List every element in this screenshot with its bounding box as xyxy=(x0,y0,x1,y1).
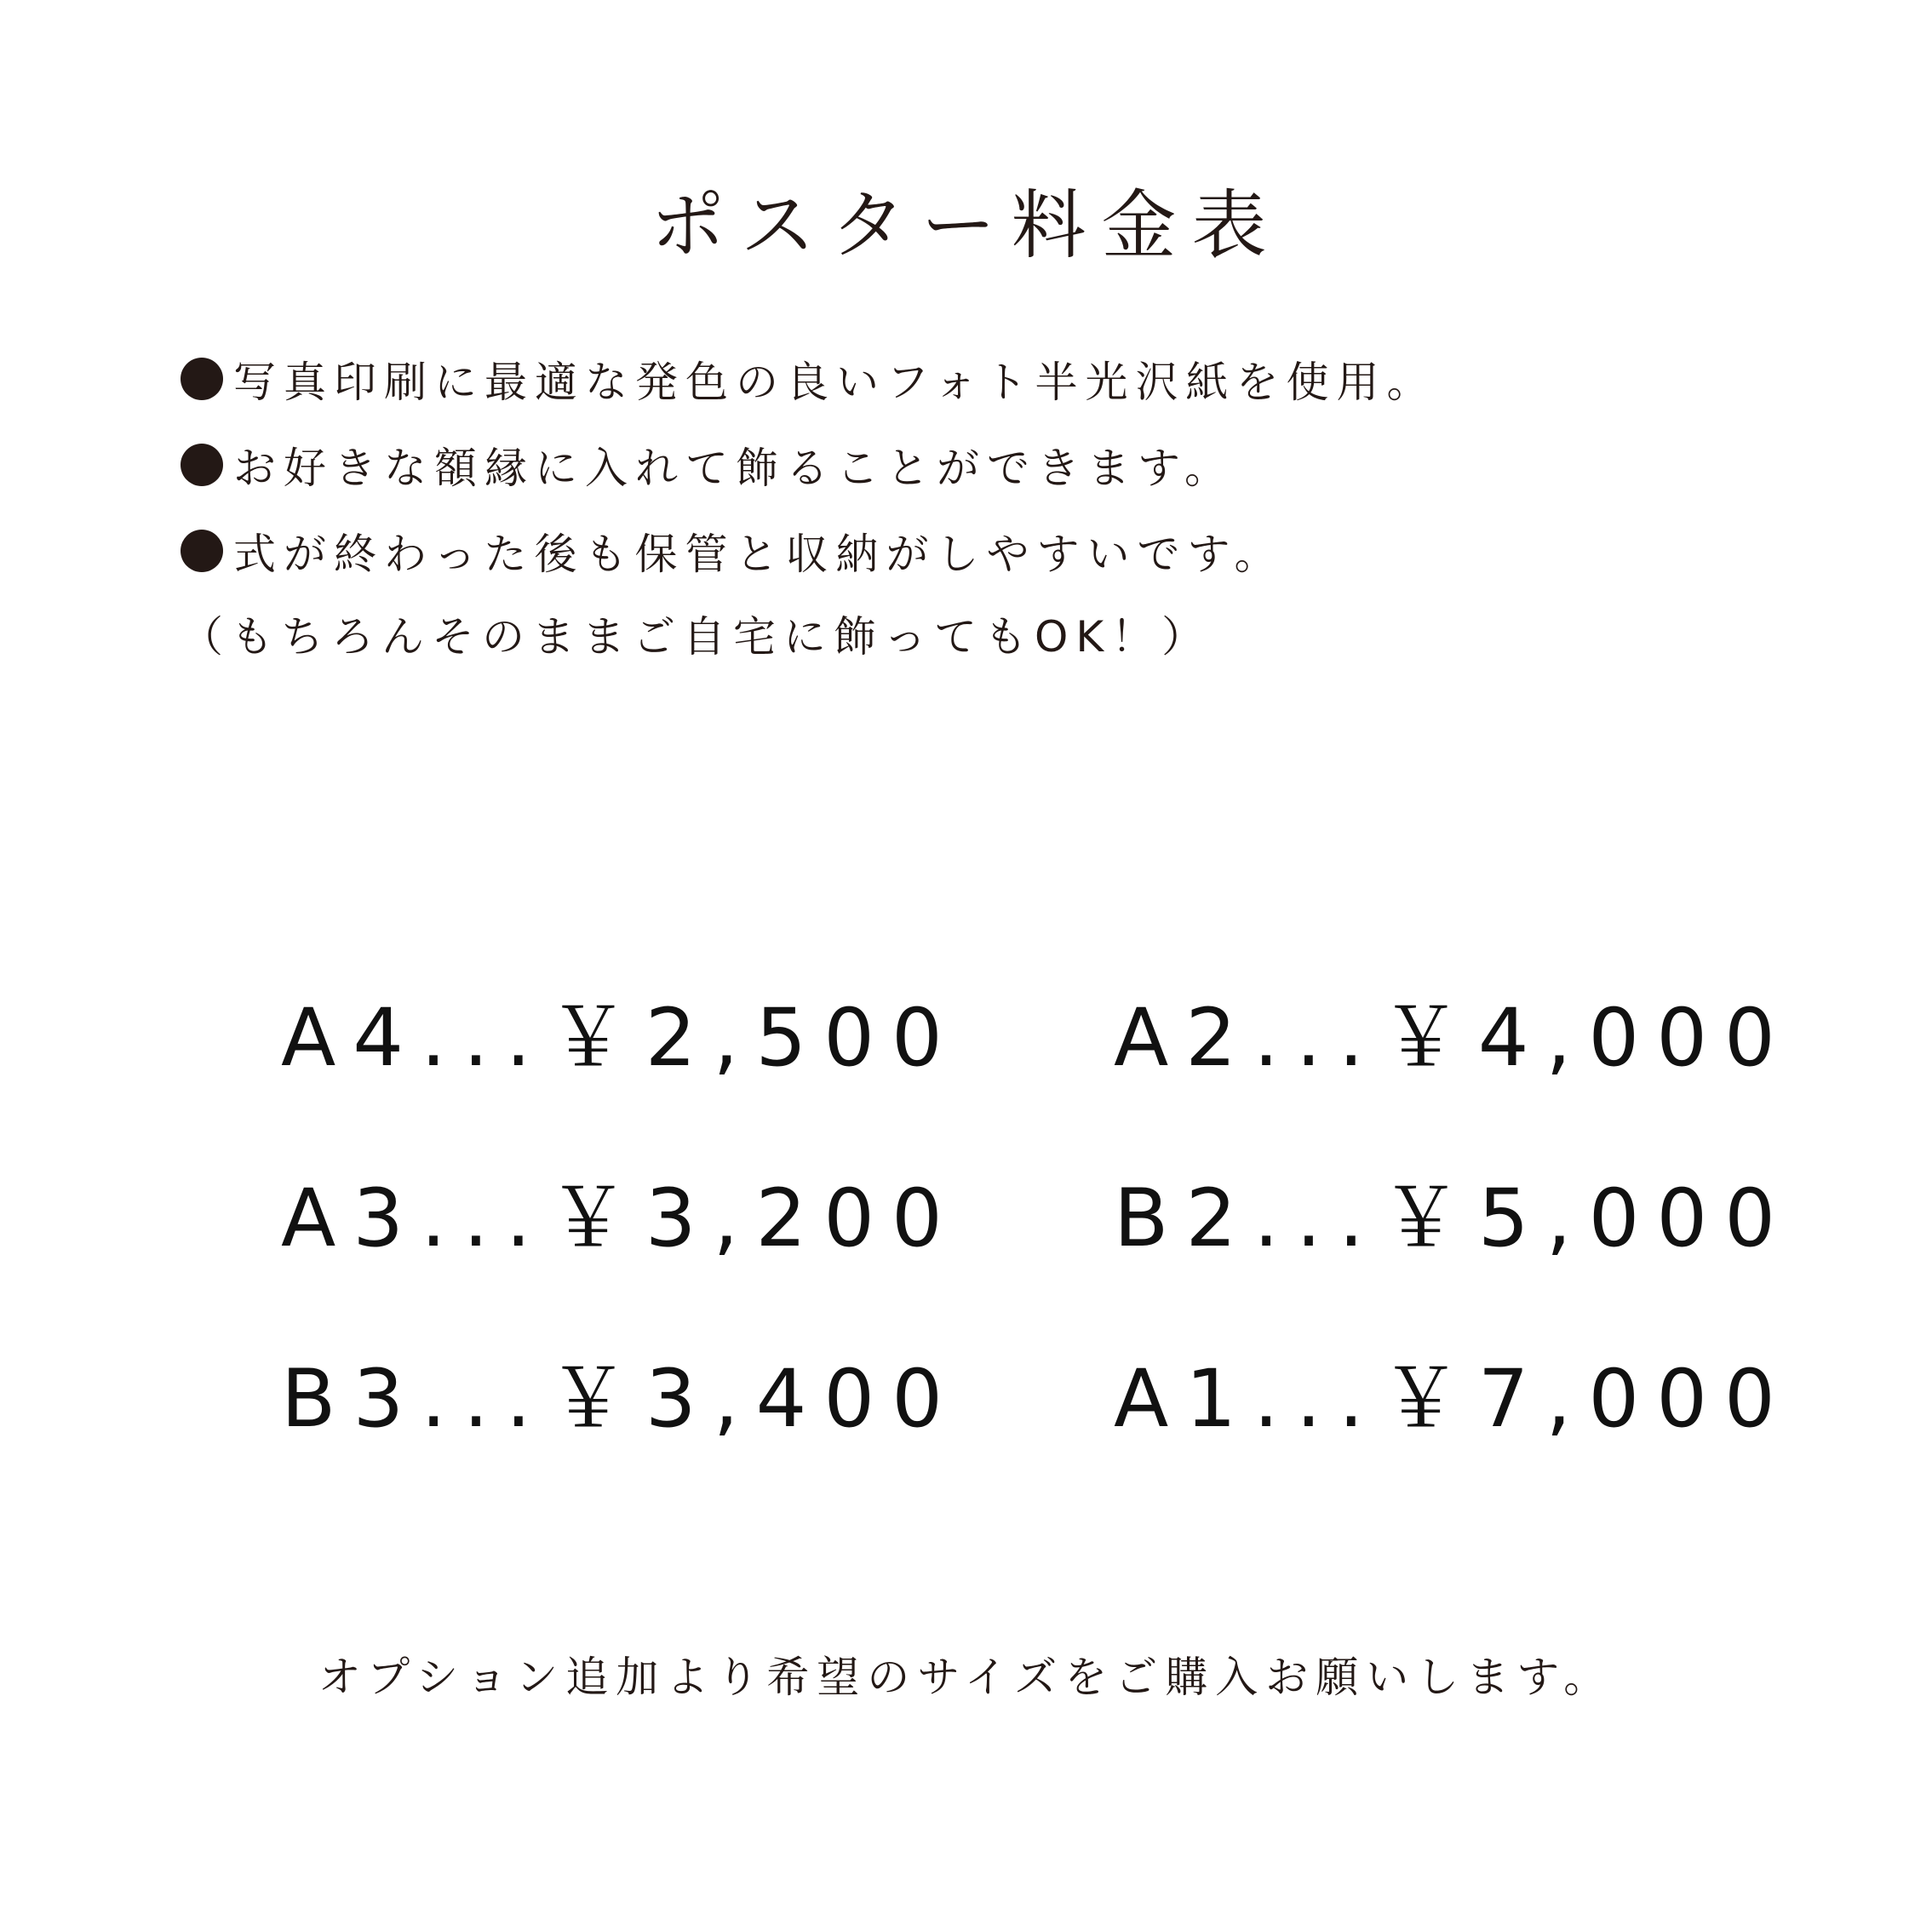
feature-item xyxy=(181,435,1798,495)
price-item-a3: A3...￥3,200 xyxy=(281,1172,960,1265)
feature-item xyxy=(181,521,1798,581)
feature-list xyxy=(181,349,1798,667)
feature-text: お好きな額縁に入れて飾ることができます。 xyxy=(233,444,1235,493)
price-item-a1: A1...￥7,000 xyxy=(1114,1353,1792,1446)
note-text: （もちろんそのままご自宅に飾ってもOK！） xyxy=(181,612,1213,662)
price-item-b3: B3...￥3,400 xyxy=(281,1353,960,1446)
feature-item xyxy=(181,349,1798,409)
price-item-a4: A4...￥2,500 xyxy=(281,992,960,1085)
bullet-icon xyxy=(181,358,223,400)
price-list xyxy=(0,992,1932,1469)
bullet-icon xyxy=(181,530,223,572)
bullet-icon xyxy=(181,444,223,486)
feature-text: 写真印刷に最適な発色の良いフォト半光沢紙を使用。 xyxy=(233,358,1437,407)
feature-text: 式が終わった後も保管と収納がしやすいです。 xyxy=(233,530,1285,579)
footer-note: オプション追加より希望のサイズをご購入お願いします。 xyxy=(318,1653,1614,1702)
price-item-b2: B2...￥5,000 xyxy=(1114,1172,1793,1265)
page-title: ポスター料金表 xyxy=(650,181,1282,269)
price-item-a2: A2...￥4,000 xyxy=(1114,992,1792,1085)
